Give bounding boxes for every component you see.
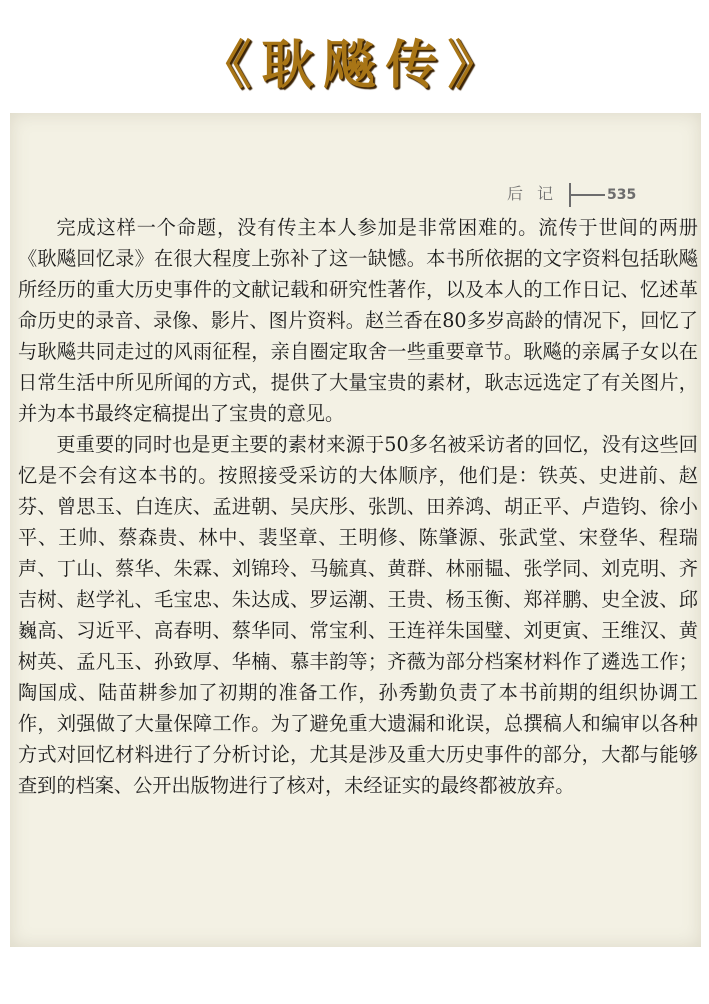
paragraph-2: 更重要的同时也是更主要的素材来源于50多名被采访者的回忆，没有这些回忆是不会有这本书的。按照接受采访的大体顺序，他们是：铁英、史进前、赵芬、曾思玉、白连庆、孟进朝、吴庆彤、张凯、田养鸿、胡正平、卢造钧、徐小平、王帅、蔡森贵、林中、裴坚章、王明修、陈肇源、张武堂、宋登华、程瑞声、丁山、蔡华、朱霖、刘锦玲、马毓真、黄群、林丽韫、张学同、刘克明、齐吉树、赵学礼、毛宝忠、朱达成、罗运潮、王贵、杨玉衡、郑祥鹏、史全波、邱巍高、习近平、高春明、蔡华同、常宝利、王连祥朱国璧、刘更寅、王维汉、黄树英、孟凡玉、孙致厚、华楠、慕丰韵等；齐薇为部分档案材料作了遴选工作；陶国成、陆苗耕参加了初期的准备工作，孙秀勤负责了本书前期的组织协调工作，刘强做了大量保障工作。为了避免重大遗漏和讹误，总撰稿人和编审以各种方式对回忆材料进行了分析讨论，尤其是涉及重大历史事件的部分，大都与能够查到的档案、公开出版物进行了核对，未经证实的最终都被放弃。	[18, 433, 698, 797]
body-text	[18, 212, 698, 801]
section-name: 后记	[507, 184, 568, 203]
book-title: 《耿飚传》	[199, 36, 510, 96]
paragraph-1: 完成这样一个命题，没有传主本人参加是非常困难的。流传于世间的两册《耿飚回忆录》在很大程度上弥补了这一缺憾。本书所依据的文字资料包括耿飚所经历的重大历史事件的文献记载和研究性著作，以及本人的工作日记、忆述革命历史的录音、录像、影片、图片资料。赵兰香在80多岁高龄的情况下，回忆了与耿飚共同走过的风雨征程，亲自圈定取舍一些重要章节。耿飚的亲属子女以在日常生活中所见所闻的方式，提供了大量宝贵的素材，耿志远选定了有关图片，并为本书最终定稿提出了宝贵的意见。	[18, 216, 698, 425]
header-rule	[571, 194, 605, 196]
running-header	[507, 181, 636, 207]
page-number: 535	[607, 187, 637, 203]
book-page	[10, 113, 701, 947]
